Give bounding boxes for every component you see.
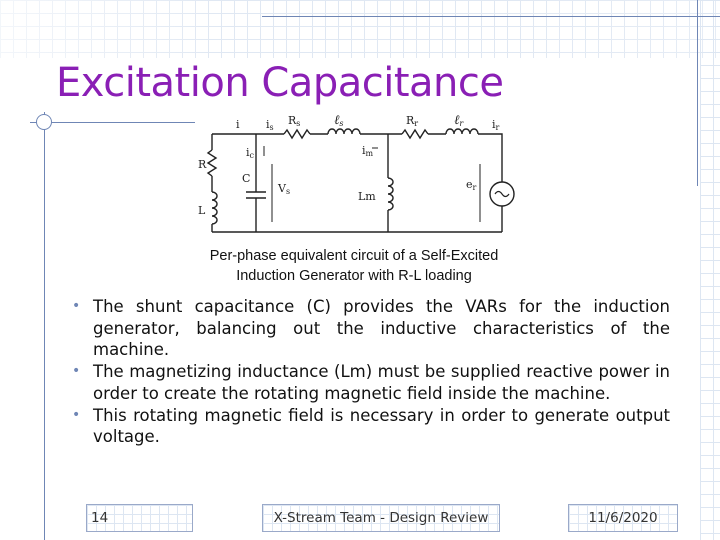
label-l: L <box>198 204 206 217</box>
label-i: i <box>236 118 240 131</box>
equivalent-circuit-diagram <box>192 104 532 244</box>
rs-resistor <box>284 130 310 138</box>
footer-date-text: 11/6/2020 <box>588 510 658 526</box>
bullet-text: The magnetizing inductance (Lm) must be supplied reactive power in order to create the rotating magnetic field inside the machine. <box>93 362 670 403</box>
capacitor <box>246 192 266 198</box>
circuit-caption <box>160 246 548 286</box>
label-ir: ir <box>492 118 500 132</box>
bullet-icon: • <box>72 406 81 423</box>
load-inductor <box>212 192 217 224</box>
slide-title: Excitation Capacitance <box>56 60 504 106</box>
bullet-text: The shunt capacitance (C) provides the VARs for the induction generator, balancing out the inductive characteristics of the machine. <box>93 297 670 360</box>
footer-date <box>568 504 678 532</box>
decorative-line-left <box>44 112 45 540</box>
caption-line-1: Per-phase equivalent circuit of a Self-Excited <box>209 248 499 264</box>
label-ls: ℓs <box>334 113 344 128</box>
decorative-circle <box>36 114 52 130</box>
bullet-item <box>72 296 670 361</box>
load-resistor <box>208 150 216 176</box>
background-grid-right <box>700 0 720 540</box>
label-im: im <box>362 144 374 158</box>
lr-inductor <box>446 129 478 134</box>
label-er: er <box>466 178 477 192</box>
label-lm: Lm <box>358 190 376 203</box>
source-sine-icon <box>495 192 509 197</box>
footer-title <box>262 504 500 532</box>
label-c: C <box>242 172 251 185</box>
footer-title-text: X-Stream Team - Design Review <box>273 510 489 526</box>
label-r: R <box>198 158 207 171</box>
decorative-line-title-underline <box>30 122 195 123</box>
ls-inductor <box>328 129 360 134</box>
top-wire-right <box>478 134 502 182</box>
bullet-item <box>72 361 670 404</box>
bullet-icon: • <box>72 298 81 314</box>
label-is: is <box>266 118 274 132</box>
label-rs: Rs <box>288 114 301 128</box>
slide-number-text: 14 <box>91 510 109 526</box>
bullet-text: This rotating magnetic field is necessary in order to generate output voltage. <box>93 405 670 447</box>
label-ic: ic <box>246 146 255 160</box>
footer-slide-number <box>86 504 193 532</box>
bullet-list <box>72 296 670 448</box>
decorative-line-top <box>262 16 720 17</box>
bullet-icon: • <box>72 363 81 380</box>
background-grid-fade <box>0 0 720 58</box>
bullet-item <box>72 405 670 448</box>
label-lr: ℓr <box>454 113 464 128</box>
label-vs: Vs <box>278 182 291 196</box>
caption-line-2: Induction Generator with R-L loading <box>236 268 472 284</box>
lm-inductor <box>388 178 393 210</box>
rr-resistor <box>402 130 428 138</box>
label-rr: Rr <box>406 114 419 128</box>
decorative-line-right <box>697 0 698 186</box>
